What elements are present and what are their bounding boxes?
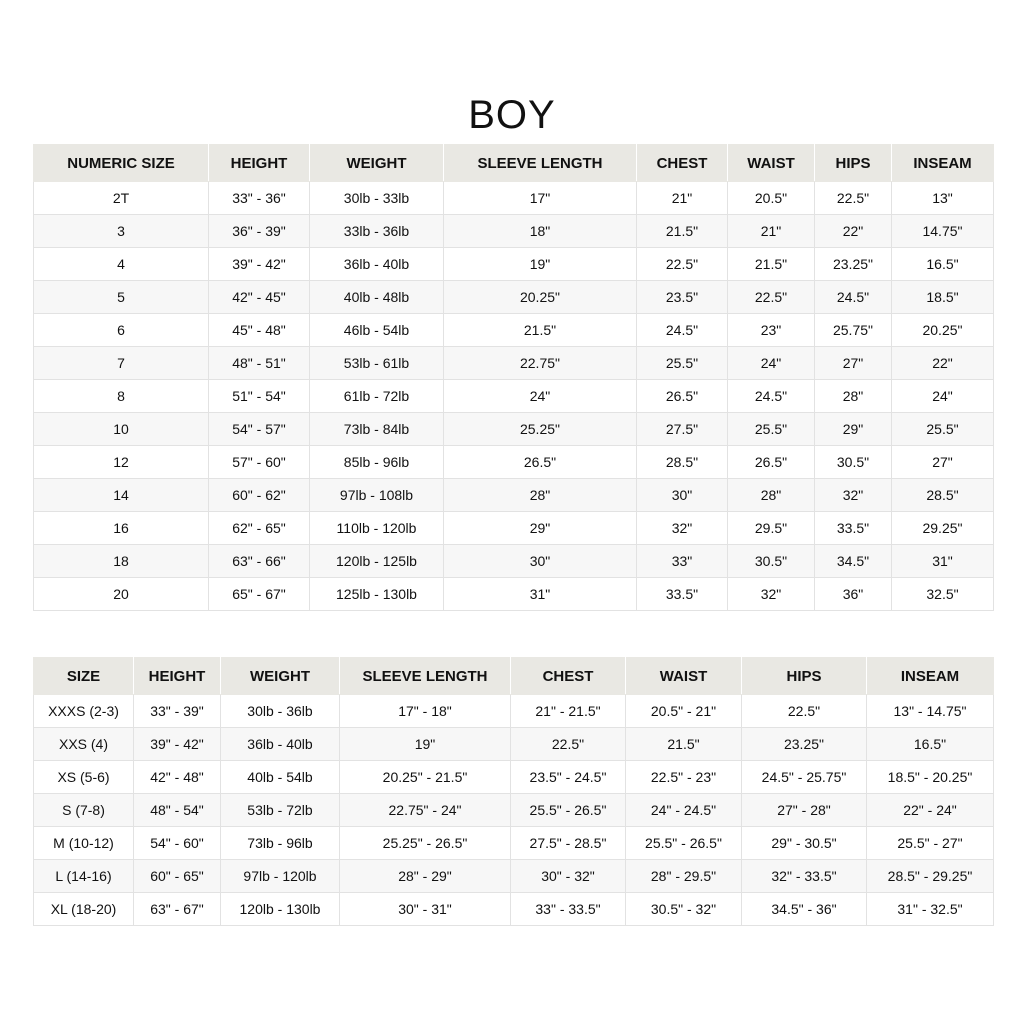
table-cell: 17" (444, 182, 637, 215)
table-cell: 34.5" - 36" (742, 893, 867, 926)
numeric-size-table (33, 144, 994, 611)
header-row (34, 145, 994, 182)
column-header: WAIST (728, 145, 815, 182)
table-cell: 25.5" (892, 413, 994, 446)
table-cell: 73lb - 96lb (221, 827, 340, 860)
table-cell: 10 (34, 413, 209, 446)
table-cell: 29" (444, 512, 637, 545)
table-cell: 54" - 60" (134, 827, 221, 860)
table-cell: 26.5" (728, 446, 815, 479)
column-header: INSEAM (867, 658, 994, 695)
column-header: SIZE (34, 658, 134, 695)
column-header: CHEST (511, 658, 626, 695)
table-cell: 18 (34, 545, 209, 578)
table-cell: 21" (728, 215, 815, 248)
table-cell: 30lb - 33lb (310, 182, 444, 215)
letter-size-table (33, 657, 994, 926)
table-cell: 36lb - 40lb (221, 728, 340, 761)
table-cell: 19" (340, 728, 511, 761)
table-cell: 29" (815, 413, 892, 446)
table-cell: 27" - 28" (742, 794, 867, 827)
table-cell: 32" (637, 512, 728, 545)
table-cell: 30.5" - 32" (626, 893, 742, 926)
table-row (34, 695, 994, 728)
table-cell: 45" - 48" (209, 314, 310, 347)
table-row (34, 545, 994, 578)
table-cell: 33.5" (815, 512, 892, 545)
table-cell: 34.5" (815, 545, 892, 578)
table-cell: 28" - 29.5" (626, 860, 742, 893)
table-cell: 22.5" (742, 695, 867, 728)
table-cell: 19" (444, 248, 637, 281)
table-cell: 22.5" (511, 728, 626, 761)
table-cell: 120lb - 125lb (310, 545, 444, 578)
table-cell: 73lb - 84lb (310, 413, 444, 446)
table-cell: 16.5" (892, 248, 994, 281)
table-cell: 22.5" (815, 182, 892, 215)
table-row (34, 347, 994, 380)
table-cell: 27" (815, 347, 892, 380)
table-row (34, 728, 994, 761)
table-cell: 40lb - 48lb (310, 281, 444, 314)
table-cell: 31" - 32.5" (867, 893, 994, 926)
table-cell: 28" (728, 479, 815, 512)
table-cell: 18.5" - 20.25" (867, 761, 994, 794)
table-cell: 22.75" - 24" (340, 794, 511, 827)
table-row (34, 281, 994, 314)
table-cell: M (10-12) (34, 827, 134, 860)
table-cell: 48" - 51" (209, 347, 310, 380)
table-cell: 13" (892, 182, 994, 215)
table-cell: 36lb - 40lb (310, 248, 444, 281)
table-cell: 48" - 54" (134, 794, 221, 827)
table-row (34, 314, 994, 347)
table-cell: 29.25" (892, 512, 994, 545)
table-cell: 23.25" (815, 248, 892, 281)
table-cell: 6 (34, 314, 209, 347)
table-row (34, 215, 994, 248)
page-title: BOY (468, 92, 556, 137)
table-cell: 61lb - 72lb (310, 380, 444, 413)
column-header: WEIGHT (221, 658, 340, 695)
table-cell: S (7-8) (34, 794, 134, 827)
table-cell: 22" - 24" (867, 794, 994, 827)
table-cell: 51" - 54" (209, 380, 310, 413)
table-cell: 97lb - 108lb (310, 479, 444, 512)
table-cell: 60" - 62" (209, 479, 310, 512)
table-cell: 97lb - 120lb (221, 860, 340, 893)
table-cell: 22.75" (444, 347, 637, 380)
table-cell: 24" (892, 380, 994, 413)
table-cell: 25.5" - 26.5" (626, 827, 742, 860)
table-cell: 120lb - 130lb (221, 893, 340, 926)
table-cell: 27.5" - 28.5" (511, 827, 626, 860)
column-header: SLEEVE LENGTH (340, 658, 511, 695)
table-cell: 85lb - 96lb (310, 446, 444, 479)
column-header: WAIST (626, 658, 742, 695)
column-header: INSEAM (892, 145, 994, 182)
table-cell: 20 (34, 578, 209, 611)
table-cell: 28" - 29" (340, 860, 511, 893)
table-cell: 22.5" (728, 281, 815, 314)
table-cell: 21" - 21.5" (511, 695, 626, 728)
table-cell: 62" - 65" (209, 512, 310, 545)
table-cell: 22" (892, 347, 994, 380)
table-cell: 26.5" (444, 446, 637, 479)
column-header: NUMERIC SIZE (34, 145, 209, 182)
table-cell: 33lb - 36lb (310, 215, 444, 248)
table-row (34, 446, 994, 479)
table-cell: 16 (34, 512, 209, 545)
table-cell: XL (18-20) (34, 893, 134, 926)
table-cell: 14 (34, 479, 209, 512)
table-cell: 30" (444, 545, 637, 578)
table-cell: 33" - 33.5" (511, 893, 626, 926)
table-cell: 23" (728, 314, 815, 347)
table-cell: 4 (34, 248, 209, 281)
table-cell: XXS (4) (34, 728, 134, 761)
table-cell: 28" (444, 479, 637, 512)
table-cell: 53lb - 61lb (310, 347, 444, 380)
table-cell: 32" (815, 479, 892, 512)
table-cell: 110lb - 120lb (310, 512, 444, 545)
table-cell: 27.5" (637, 413, 728, 446)
table-cell: 31" (444, 578, 637, 611)
table-cell: 63" - 67" (134, 893, 221, 926)
table-cell: 24" (728, 347, 815, 380)
table-cell: 12 (34, 446, 209, 479)
table-row (34, 182, 994, 215)
table-cell: 40lb - 54lb (221, 761, 340, 794)
table-cell: 26.5" (637, 380, 728, 413)
table-cell: 125lb - 130lb (310, 578, 444, 611)
table-cell: 20.5" - 21" (626, 695, 742, 728)
table-cell: 36" (815, 578, 892, 611)
table-cell: 22.5" - 23" (626, 761, 742, 794)
table-cell: 33.5" (637, 578, 728, 611)
table-cell: 25.5" (637, 347, 728, 380)
table-cell: 30" - 31" (340, 893, 511, 926)
table-cell: 46lb - 54lb (310, 314, 444, 347)
table-cell: 20.25" (444, 281, 637, 314)
table-cell: 20.5" (728, 182, 815, 215)
table-cell: 30lb - 36lb (221, 695, 340, 728)
table-row (34, 578, 994, 611)
table-cell: 39" - 42" (209, 248, 310, 281)
table-cell: 53lb - 72lb (221, 794, 340, 827)
table-cell: 21" (637, 182, 728, 215)
table-cell: 25.25" - 26.5" (340, 827, 511, 860)
table-cell: 30" (637, 479, 728, 512)
table-cell: 21.5" (728, 248, 815, 281)
table-cell: 30" - 32" (511, 860, 626, 893)
table-row (34, 413, 994, 446)
table-cell: 5 (34, 281, 209, 314)
table-cell: 28.5" (637, 446, 728, 479)
table-cell: 27" (892, 446, 994, 479)
table-cell: 30.5" (815, 446, 892, 479)
table-cell: 24.5" (637, 314, 728, 347)
table-cell: 21.5" (444, 314, 637, 347)
table-cell: 25.25" (444, 413, 637, 446)
table-row (34, 512, 994, 545)
table-cell: 21.5" (626, 728, 742, 761)
table-cell: 23.5" - 24.5" (511, 761, 626, 794)
table-cell: 32.5" (892, 578, 994, 611)
column-header: HIPS (815, 145, 892, 182)
column-header: WEIGHT (310, 145, 444, 182)
table-cell: 36" - 39" (209, 215, 310, 248)
table-cell: 25.5" - 27" (867, 827, 994, 860)
column-header: HEIGHT (134, 658, 221, 695)
table-cell: 22.5" (637, 248, 728, 281)
table-cell: 57" - 60" (209, 446, 310, 479)
table-cell: 63" - 66" (209, 545, 310, 578)
table-cell: 54" - 57" (209, 413, 310, 446)
table-cell: 18.5" (892, 281, 994, 314)
table-cell: 33" - 39" (134, 695, 221, 728)
table-cell: 65" - 67" (209, 578, 310, 611)
table-cell: 8 (34, 380, 209, 413)
table-cell: 33" (637, 545, 728, 578)
table-cell: 42" - 48" (134, 761, 221, 794)
table-cell: 20.25" - 21.5" (340, 761, 511, 794)
table-cell: 17" - 18" (340, 695, 511, 728)
table-cell: 39" - 42" (134, 728, 221, 761)
table-cell: 24" - 24.5" (626, 794, 742, 827)
table-cell: 29.5" (728, 512, 815, 545)
table-cell: 31" (892, 545, 994, 578)
table-cell: 28.5" (892, 479, 994, 512)
table-cell: 16.5" (867, 728, 994, 761)
table-cell: 29" - 30.5" (742, 827, 867, 860)
table-cell: L (14-16) (34, 860, 134, 893)
table-cell: 23.5" (637, 281, 728, 314)
table-row (34, 479, 994, 512)
table-cell: 22" (815, 215, 892, 248)
table-cell: 24" (444, 380, 637, 413)
table-cell: 2T (34, 182, 209, 215)
table-cell: 13" - 14.75" (867, 695, 994, 728)
table-cell: 7 (34, 347, 209, 380)
table-cell: 28.5" - 29.25" (867, 860, 994, 893)
table-cell: 20.25" (892, 314, 994, 347)
table-row (34, 380, 994, 413)
table-cell: 18" (444, 215, 637, 248)
table-cell: 32" - 33.5" (742, 860, 867, 893)
table-row (34, 827, 994, 860)
table-cell: 24.5" - 25.75" (742, 761, 867, 794)
column-header: CHEST (637, 145, 728, 182)
table-row (34, 893, 994, 926)
table-cell: 24.5" (728, 380, 815, 413)
table-row (34, 860, 994, 893)
table-cell: 28" (815, 380, 892, 413)
table-cell: 30.5" (728, 545, 815, 578)
table-cell: 33" - 36" (209, 182, 310, 215)
table-cell: 14.75" (892, 215, 994, 248)
table-cell: XS (5-6) (34, 761, 134, 794)
column-header: HEIGHT (209, 145, 310, 182)
table-cell: 42" - 45" (209, 281, 310, 314)
table-cell: 25.5" - 26.5" (511, 794, 626, 827)
table-row (34, 248, 994, 281)
table-cell: 21.5" (637, 215, 728, 248)
column-header: SLEEVE LENGTH (444, 145, 637, 182)
table-cell: 24.5" (815, 281, 892, 314)
table-row (34, 761, 994, 794)
table-cell: 25.5" (728, 413, 815, 446)
table-cell: XXXS (2-3) (34, 695, 134, 728)
table-cell: 3 (34, 215, 209, 248)
table-cell: 60" - 65" (134, 860, 221, 893)
table-cell: 23.25" (742, 728, 867, 761)
table-cell: 32" (728, 578, 815, 611)
table-row (34, 794, 994, 827)
table-cell: 25.75" (815, 314, 892, 347)
column-header: HIPS (742, 658, 867, 695)
header-row (34, 658, 994, 695)
